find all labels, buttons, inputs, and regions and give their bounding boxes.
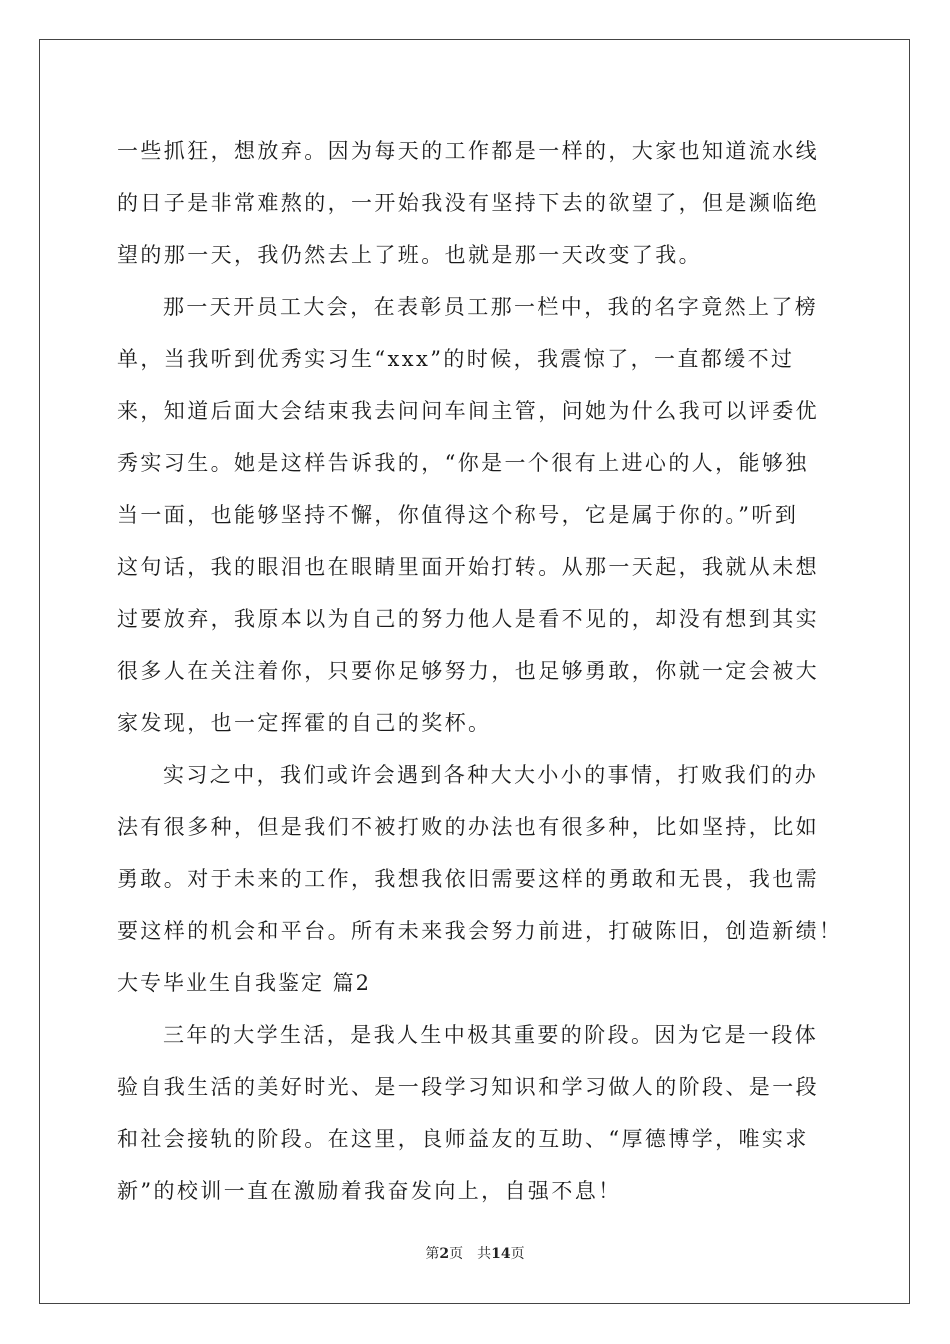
text-line: 一些抓狂，想放弃。因为每天的工作都是一样的，大家也知道流水线: [117, 139, 819, 163]
text-line: 的日子是非常难熬的，一开始我没有坚持下去的欲望了，但是濒临绝: [117, 191, 819, 215]
text-line: 实习之中，我们或许会遇到各种大大小小的事情，打败我们的办: [163, 763, 819, 787]
text-line: 和社会接轨的阶段。在这里，良师益友的互助、“厚德博学，唯实求: [117, 1127, 809, 1151]
total-prefix: 共: [477, 1246, 492, 1262]
page-suffix: 页: [449, 1246, 464, 1262]
text-line: 来，知道后面大会结束我去问问车间主管，问她为什么我可以评委优: [117, 399, 819, 423]
text-line: 勇敢。对于未来的工作，我想我依旧需要这样的勇敢和无畏，我也需: [117, 867, 819, 891]
page-prefix: 第: [425, 1246, 440, 1262]
text-line: 三年的大学生活，是我人生中极其重要的阶段。因为它是一段体: [163, 1023, 819, 1047]
page-footer: [0, 1243, 950, 1263]
text-line: 望的那一天，我仍然去上了班。也就是那一天改变了我。: [117, 243, 702, 267]
text-line: 单，当我听到优秀实习生“xxx”的时候，我震惊了，一直都缓不过: [117, 347, 795, 371]
text-line: 过要放弃，我原本以为自己的努力他人是看不见的，却没有想到其实: [117, 607, 819, 631]
total-page-number: 14: [491, 1246, 511, 1262]
text-line: 验自我生活的美好时光、是一段学习知识和学习做人的阶段、是一段: [117, 1075, 819, 1099]
text-line: 当一面，也能够坚持不懈，你值得这个称号，它是属于你的。”听到: [117, 503, 799, 527]
current-page-number: 2: [439, 1246, 450, 1262]
text-line: 法有很多种，但是我们不被打败的办法也有很多种，比如坚持，比如: [117, 815, 819, 839]
document-body: [117, 125, 843, 1217]
total-suffix: 页: [510, 1246, 525, 1262]
section-heading: 大专毕业生自我鉴定 篇2: [117, 971, 372, 995]
text-line: 新”的校训一直在激励着我奋发向上，自强不息！: [117, 1179, 622, 1203]
text-line: 这句话，我的眼泪也在眼睛里面开始打转。从那一天起，我就从未想: [117, 555, 819, 579]
text-line: 很多人在关注着你，只要你足够努力，也足够勇敢，你就一定会被大: [117, 659, 819, 683]
text-line: 要这样的机会和平台。所有未来我会努力前进，打破陈旧，创造新绩！: [117, 919, 843, 943]
text-line: 家发现，也一定挥霍的自己的奖杯。: [117, 711, 492, 735]
text-line: 秀实习生。她是这样告诉我的，“你是一个很有上进心的人，能够独: [117, 451, 809, 475]
text-line: 那一天开员工大会，在表彰员工那一栏中，我的名字竟然上了榜: [163, 295, 819, 319]
